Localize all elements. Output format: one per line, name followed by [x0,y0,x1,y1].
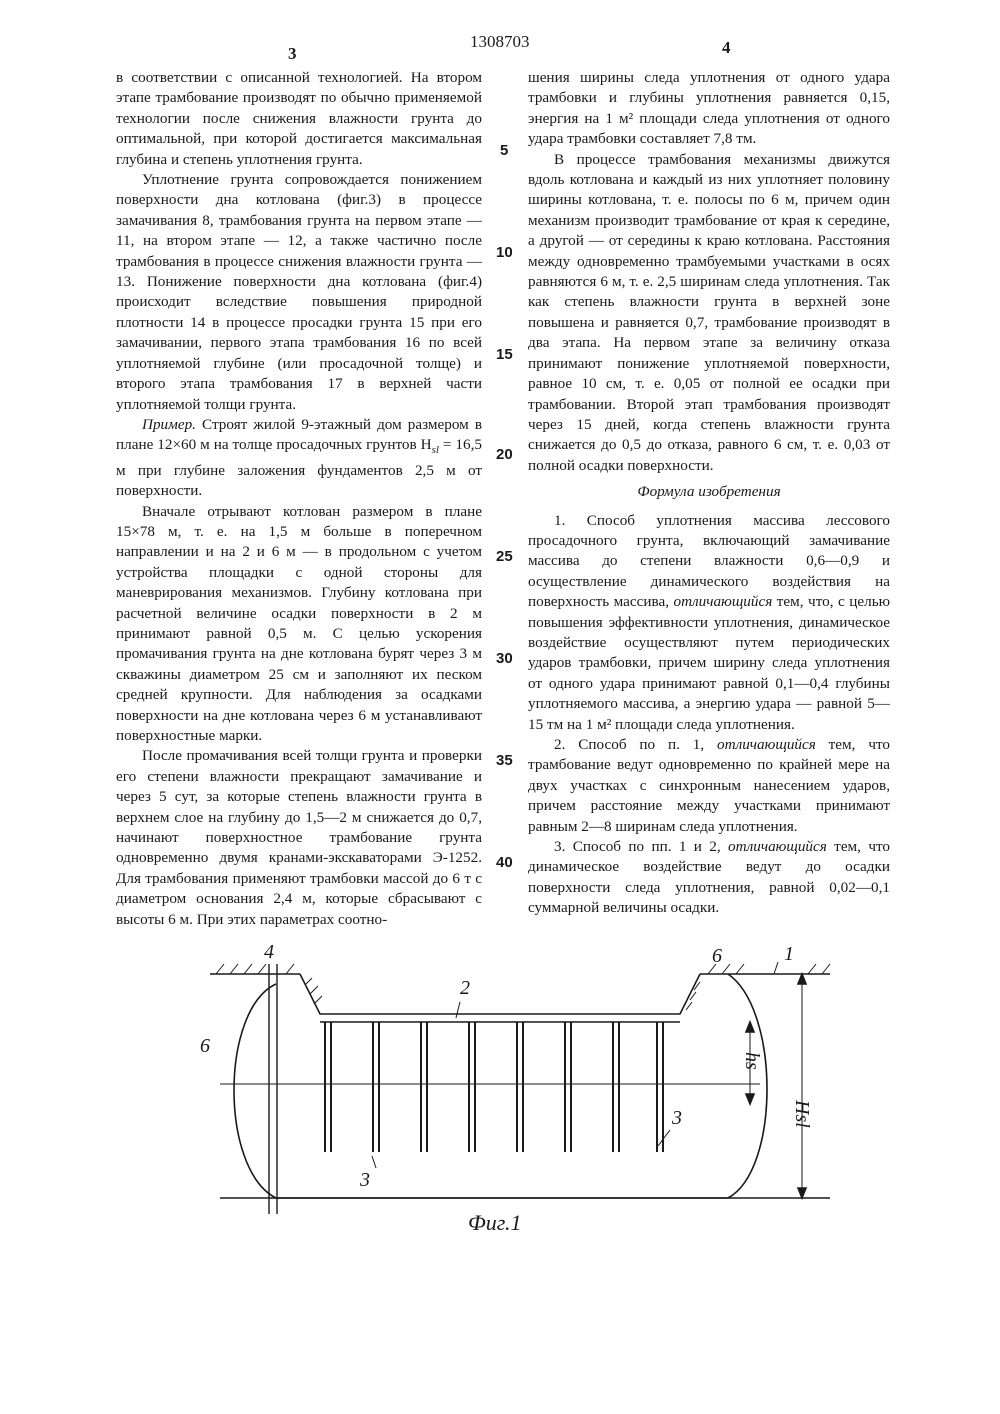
claim-3-text-b: тем, что динамическое воздействие ведут до осадки поверхности следа уплотнения, равной 0,02—0,1 суммарной величины осадки. [528,838,890,917]
hs-arrow-top [746,1022,754,1032]
claim-1-text-b: тем, что, с целью повышения эффективности уплотнения, динамическое воздействие осуществляют путем периодических ударов трамбовки, причем ширину следа уплотнения от одного удара принимают равной 0,1—0,4 глубины уплотняемого массива, а энергию удара — равной 5—15 тм на 1 м² площади следа уплотнения. [528,593,890,733]
line-number-35: 35 [496,752,513,769]
line-number-15: 15 [496,346,513,363]
patent-number: 1308703 [470,32,530,51]
example-text: Строят жилой 9-этажный дом размером в плане 12×60 м на толще просадочных грунтов H [116,415,482,454]
line-number-25: 25 [496,548,513,565]
hs-arrow-bottom [746,1094,754,1104]
left-paragraph-example [116,415,482,502]
line-number-40: 40 [496,854,513,871]
claim-2-text-a: 2. Способ по п. 1, [554,736,718,753]
left-paragraph-2: Уплотнение грунта сопровождается понижением поверхности дна котлована (фиг.3) в процессе замачивания 8, трамбования грунта на первом этапе — 11, на втором этапе — 12, а также частично после трамбования в процессе снижения влажности грунта — 13. Понижение поверхности дна котлована (фиг.4) происходит вследствие повышения природной плотности 14 в процессе просадки грунта 15 при его замачивании, первого этапа трамбования 16 по всей уплотняемой глубине (или просадочной толще) и второго этапа трамбования 17 в верхней части уплотняемой толщи грунта. [116,171,482,413]
line-number-30: 30 [496,650,513,667]
left-column [116,68,482,930]
line-number-10: 10 [496,244,513,261]
hsl-arrow-bottom [798,1188,806,1198]
formula-title: Формула изобретения [637,483,781,501]
right-paragraph-1: шения ширины следа уплотнения от одного удара трамбовки и глубины уплотнения равняется 0,15, энергия на 1 м² площади следа уплотнения от одного удара трамбовки составляет 7,8 тм. [528,69,890,148]
hsl-arrow-top [798,974,806,984]
claim-3-text-a: 3. Способ по пп. 1 и 2, [554,838,729,856]
left-paragraph-1: в соответствии с описанной технологией. На втором этапе трамбование производят по обычно применяемой технологии после снижения влажности грунта до оптимальной, при которой достигается максимальная глубина и степень уплотнения грунта. [116,69,482,168]
left-page-number: 3 [288,44,297,63]
label-3-right: 3 [672,1107,682,1129]
claim-2-emphasis: отличающийся [717,736,816,753]
figure-1-diagram [180,940,840,1240]
left-paragraph-5: После промачивания всей толщи грунта и проверки его степени влажности прекращают замачивание и через 5 сут, за которые степень влажности грунта в верхнем слое на глубину до 1,5—2 м снижается до 0,7, начинают поверхностное трамбование грунта одновременно двумя кранами-экскаваторами Э-1252. Для трамбования применяют трамбовки массой до 6 т с диаметром основания 2,4 м, которые сбрасывают с высоты 6 м. При этих параметрах соотно- [116,747,482,928]
label-2: 2 [460,977,470,999]
example-label: Пример. [142,415,196,433]
label-6-right: 6 [712,945,722,967]
claim-1-text-a: 1. Способ уплотнения массива лессового просадочного грунта, включающий замачивание массива до степени влажности 0,6—0,9 и осуществление динамического воздействия на поверхность массива, [528,511,890,611]
hatching-right [708,964,830,974]
claim-1-emphasis: отличающийся [673,593,773,611]
slope-hatching-right [686,982,700,1010]
right-paragraph-2: В процессе трамбования механизмы движутся вдоль котлована и каждый из них уплотняет половину ширины котлована, т. е. полосы по 6 м, причем один механизм производит трамбование от края к середине, а другой — от середины к краю котлована. Расстояния между одновременно трамбуемыми участками в осях равняются 6 м, т. е. 2,5 ширинам следа уплотнения. Так как степень влажности грунта в верхней зоне повышена и равняется 0,7, трамбование производят в два этапа. На первом этапе за величину отказа принимают понижение уплотняемой поверхности, равное 10 см, т. е. 0,05 от полной ее осадки при трамбовании. Второй этап трамбования производят через 15 дней, когда степень влажности грунта снижается до 0,5 до отказа, равного 6 см, т. е. 0,03 от полной осадки поверхности. [528,150,890,474]
label-3-left: 3 [360,1169,370,1191]
claim-2-text-b: тем, что трамбование ведут одновременно по крайней мере на двух участках с синхронным нанесением ударов, причем расстояние между участками принимают равным 2—8 ширинам следа уплотнения. [528,736,890,835]
label-1: 1 [784,943,794,965]
example-subscript: sl [431,444,439,457]
claim-3 [528,837,890,919]
line-number-5: 5 [500,142,509,159]
figure-caption: Фиг.1 [468,1210,522,1235]
line-number-20: 20 [496,446,513,463]
label-hs: hs [741,1052,763,1070]
claim-3-emphasis: отличающийся [728,838,827,856]
left-paragraph-4: Вначале отрывают котлован размером в плане 15×78 м, т. е. на 1,5 м больше в поперечном направлении и на 2 и 6 м — в продольном с учетом устройства площадки с одной стороны для маневрирования механизмов. Глубину котлована при расчетной величине осадки поверхности в 2 м принимают равной 0,5 м. С целью ускорения промачивания грунта на дне котлована бурят через 3 м скважины диаметром 25 см и заполняют их песком средней крупности. Для наблюдения за осадками поверхности на дне котлована через 6 м устанавливают поверхностные марки. [116,502,482,745]
hatching-left [216,964,294,974]
right-page-number: 4 [722,38,731,57]
leader-2 [456,1002,460,1018]
leader-3-left [372,1156,376,1168]
wetted-zone-boundary [234,974,767,1198]
example-text-rest: = 16,5 м при глубине заложения фундаментов 2,5 м от поверхности. [116,436,482,500]
label-6-left: 6 [200,1035,210,1057]
drainage-wells [325,1022,663,1152]
pit-outline [300,974,700,1014]
label-4: 4 [264,941,274,963]
claim-1 [528,511,890,735]
right-column [528,68,890,919]
claim-2 [528,735,890,837]
leader-1 [774,962,778,974]
label-hsl: Hsl [791,1100,813,1128]
